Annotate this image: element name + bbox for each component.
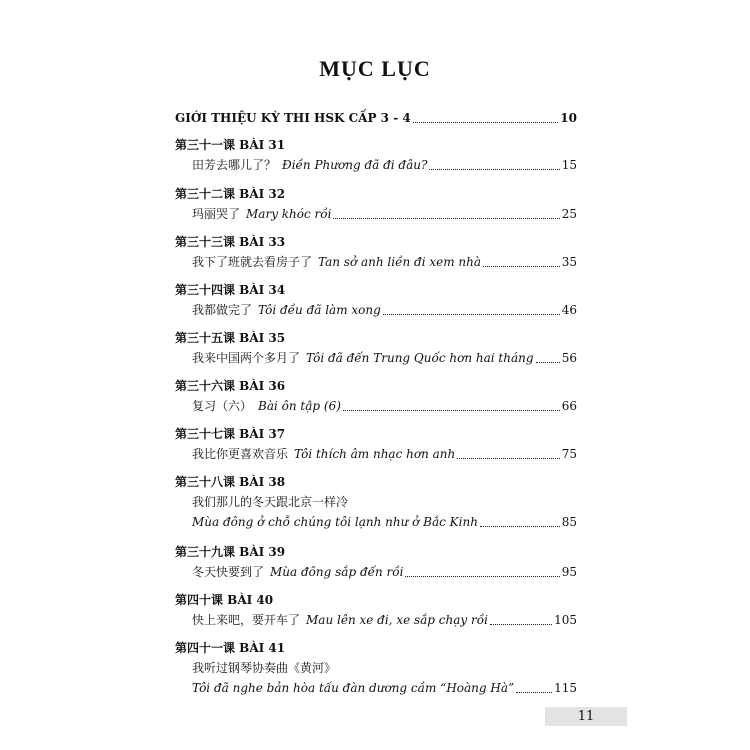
toc-entry-40 (175, 592, 577, 628)
lesson-title-zh: 快上来吧，要开车了 (192, 613, 301, 627)
lesson-page: 95 (561, 565, 577, 579)
toc-entry-34 (175, 282, 577, 318)
lesson-heading: 第三十六课 BÀI 36 (175, 379, 286, 393)
toc-entry-38 (175, 474, 577, 530)
dot-leader (490, 623, 552, 625)
toc-entry-41 (175, 640, 577, 696)
dot-leader (413, 121, 559, 123)
toc-entry-33 (175, 234, 577, 270)
lesson-title-vi: Mùa đông ở chỗ chúng tôi lạnh như ở Bắc Kinh (192, 515, 478, 529)
lesson-heading: 第四十一课 BÀI 41 (175, 641, 286, 655)
toc-entry-36 (175, 378, 577, 414)
toc-entry-31 (175, 137, 577, 173)
toc-entry-39 (175, 544, 577, 580)
lesson-title-vi: Mùa đông sắp đến rồi (270, 565, 404, 579)
dot-leader (429, 168, 559, 170)
intro-title: GIỚI THIỆU KỲ THI HSK CẤP 3 - 4 (175, 111, 411, 125)
dot-leader (457, 457, 560, 459)
lesson-page: 115 (554, 681, 577, 695)
lesson-title-vi: Tôi thích âm nhạc hơn anh (294, 447, 456, 461)
lesson-title-zh: 我们那儿的冬天跟北京一样冷 (192, 495, 349, 509)
lesson-title-zh: 我都做完了 (192, 303, 253, 317)
lesson-title-zh: 复习（六） (192, 399, 253, 413)
lesson-title-zh: 玛丽哭了 (192, 207, 241, 221)
lesson-heading: 第三十四课 BÀI 34 (175, 283, 286, 297)
lesson-page: 56 (561, 351, 577, 365)
lesson-page: 25 (561, 207, 577, 221)
dot-leader (483, 265, 560, 267)
lesson-title-vi: Tôi đều đã làm xong (258, 303, 381, 317)
lesson-title-zh: 我比你更喜欢音乐 (192, 447, 289, 461)
lesson-heading: 第三十八课 BÀI 38 (175, 475, 286, 489)
dot-leader (480, 525, 560, 527)
dot-leader (405, 575, 559, 577)
lesson-page: 75 (561, 447, 577, 461)
dot-leader (536, 361, 560, 363)
lesson-page: 15 (561, 158, 577, 172)
dot-leader (383, 313, 560, 315)
lesson-title-zh: 我听过钢琴协奏曲《黄河》 (192, 661, 337, 675)
lesson-title-zh: 我下了班就去看房子了 (192, 255, 313, 269)
lesson-title-vi: Bài ôn tập (6) (258, 399, 341, 413)
lesson-page: 35 (561, 255, 577, 269)
lesson-title-vi: Tôi đã đến Trung Quốc hơn hai tháng (306, 351, 534, 365)
lesson-title-vi: Mary khóc rồi (246, 207, 332, 221)
lesson-title-vi: Mau lên xe đi, xe sắp chạy rồi (306, 613, 488, 627)
lesson-page: 66 (561, 399, 577, 413)
lesson-heading: 第三十五课 BÀI 35 (175, 331, 286, 345)
page-number: 11 (545, 707, 627, 726)
lesson-page: 105 (554, 613, 577, 627)
lesson-heading: 第三十七课 BÀI 37 (175, 427, 286, 441)
lesson-heading: 第三十九课 BÀI 39 (175, 545, 286, 559)
lesson-heading: 第三十一课 BÀI 31 (175, 138, 286, 152)
lesson-heading: 第三十三课 BÀI 33 (175, 235, 286, 249)
dot-leader (343, 409, 560, 411)
lesson-title-vi: Tôi đã nghe bản hòa tấu đàn dương cầm “Hoàng Hà” (192, 681, 515, 695)
lesson-page: 46 (561, 303, 577, 317)
lesson-title-zh: 我来中国两个多月了 (192, 351, 301, 365)
toc-entry-37 (175, 426, 577, 462)
toc-entry-32 (175, 186, 577, 222)
lesson-title-vi: Điền Phương đã đi đâu? (282, 158, 428, 172)
dot-leader (516, 691, 552, 693)
lesson-title-vi: Tan sở anh liền đi xem nhà (318, 255, 482, 269)
toc-entry-35 (175, 330, 577, 366)
dot-leader (333, 217, 559, 219)
intro-page: 10 (560, 111, 577, 125)
lesson-title-zh: 冬天快要到了 (192, 565, 265, 579)
toc-intro-entry (175, 110, 577, 126)
lesson-heading: 第三十二课 BÀI 32 (175, 187, 286, 201)
lesson-title-zh: 田芳去哪儿了？ (192, 158, 277, 172)
lesson-page: 85 (561, 515, 577, 529)
page-title: MỤC LỤC (319, 56, 431, 81)
lesson-heading: 第四十课 BÀI 40 (175, 593, 274, 607)
